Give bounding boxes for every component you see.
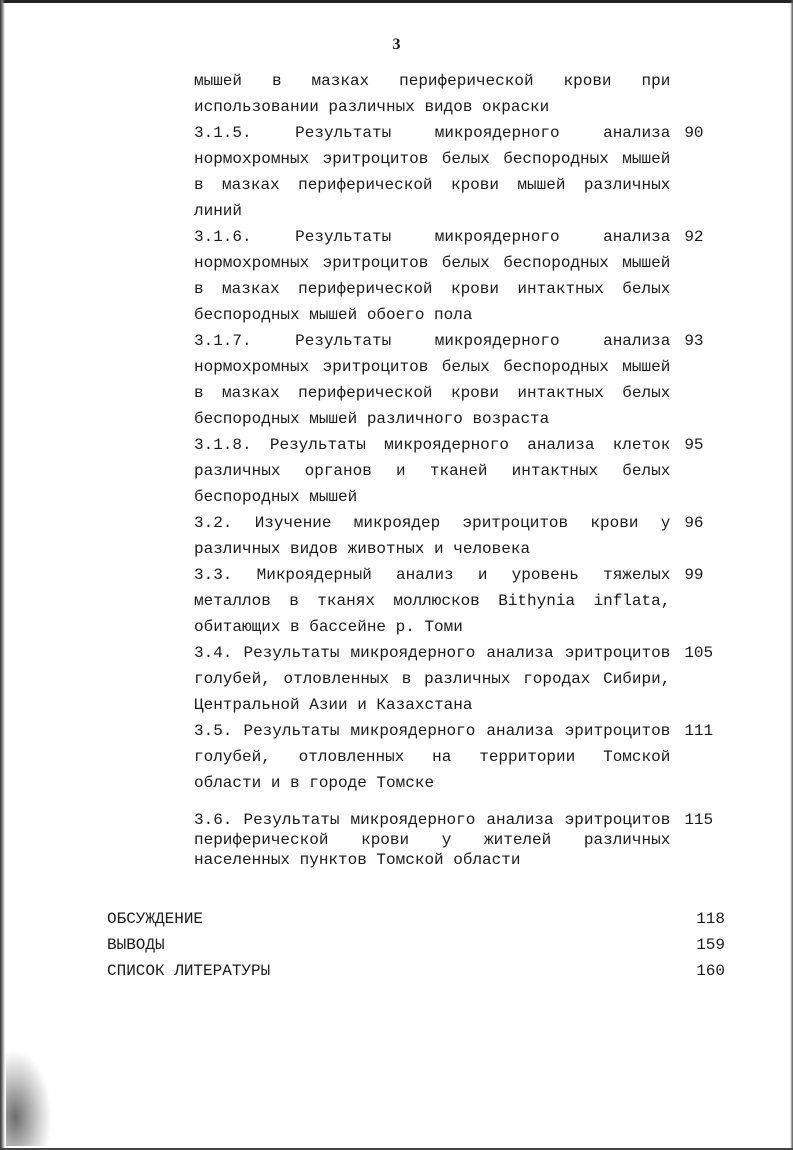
section-row	[107, 906, 725, 932]
section-page: 118	[696, 910, 725, 928]
toc-entry	[194, 718, 724, 796]
toc-entry	[194, 810, 724, 870]
table-of-contents	[194, 68, 724, 870]
toc-entry-text: 3.4. Результаты микроядерного анализа эритроцитов голубей, отловленных в различных городах Сибири, Центральной Азии и Казахстана	[194, 644, 671, 714]
scan-smudge	[6, 1050, 52, 1146]
main-sections-list	[107, 906, 725, 984]
toc-entry-text: 3.1.6. Результаты микроядерного анализа нормохромных эритроцитов белых беспородных мышей в мазках периферической крови интактных белых беспородных мышей обоего пола	[194, 228, 671, 324]
toc-entry	[194, 640, 724, 718]
toc-entry-page: 105	[684, 644, 714, 662]
section-page: 160	[696, 962, 725, 980]
toc-entry-page: 95	[684, 436, 704, 454]
toc-entry-text: 3.1.7. Результаты микроядерного анализа нормохромных эритроцитов белых беспородных мышей в мазках периферической крови интактных белых беспородных мышей различного возраста	[194, 332, 671, 428]
toc-entry	[194, 328, 724, 432]
toc-entry	[194, 562, 724, 640]
scan-edge-left	[0, 0, 5, 1150]
section-title: ВЫВОДЫ	[107, 936, 165, 954]
toc-entry-page: 99	[684, 566, 704, 584]
toc-entry-page: 90	[684, 124, 704, 142]
toc-entry-text: 3.3. Микроядерный анализ и уровень тяжелых металлов в тканях моллюсков Bithynia inflata, обитающих в бассейне р. Томи	[194, 566, 671, 636]
section-row	[107, 932, 725, 958]
scan-edge-top	[0, 0, 793, 3]
toc-entry	[194, 224, 724, 328]
toc-entry-page: 96	[684, 514, 704, 532]
toc-entry-text: 3.1.5. Результаты микроядерного анализа нормохромных эритроцитов белых беспородных мышей в мазках периферической крови мышей различных линий	[194, 124, 671, 220]
section-title: ОБСУЖДЕНИЕ	[107, 910, 204, 928]
toc-entry-page: 115	[684, 811, 714, 829]
toc-entry-text: 3.1.8. Результаты микроядерного анализа клеток различных органов и тканей интактных белых беспородных мышей	[194, 436, 671, 506]
toc-entry	[194, 510, 724, 562]
section-row	[107, 958, 725, 984]
section-title: СПИСОК ЛИТЕРАТУРЫ	[107, 962, 271, 980]
toc-entry-text: 3.5. Результаты микроядерного анализа эритроцитов голубей, отловленных на территории Томской области и в городе Томске	[194, 722, 671, 792]
toc-entry-text: 3.6. Результаты микроядерного анализа эритроцитов периферической крови у жителей различных населенных пунктов Томской области	[194, 811, 671, 869]
page-number: 3	[392, 36, 401, 53]
toc-entry-text: мышей в мазках периферической крови при использовании различных видов окраски	[194, 72, 671, 116]
toc-entry-text: 3.2. Изучение микроядер эритроцитов крови у различных видов животных и человека	[194, 514, 671, 558]
toc-entry	[194, 68, 724, 120]
toc-entry-page: 92	[684, 228, 704, 246]
toc-entry-page: 111	[684, 722, 714, 740]
toc-entry	[194, 120, 724, 224]
section-page: 159	[696, 936, 725, 954]
toc-entry-page: 93	[684, 332, 704, 350]
toc-entry	[194, 432, 724, 510]
